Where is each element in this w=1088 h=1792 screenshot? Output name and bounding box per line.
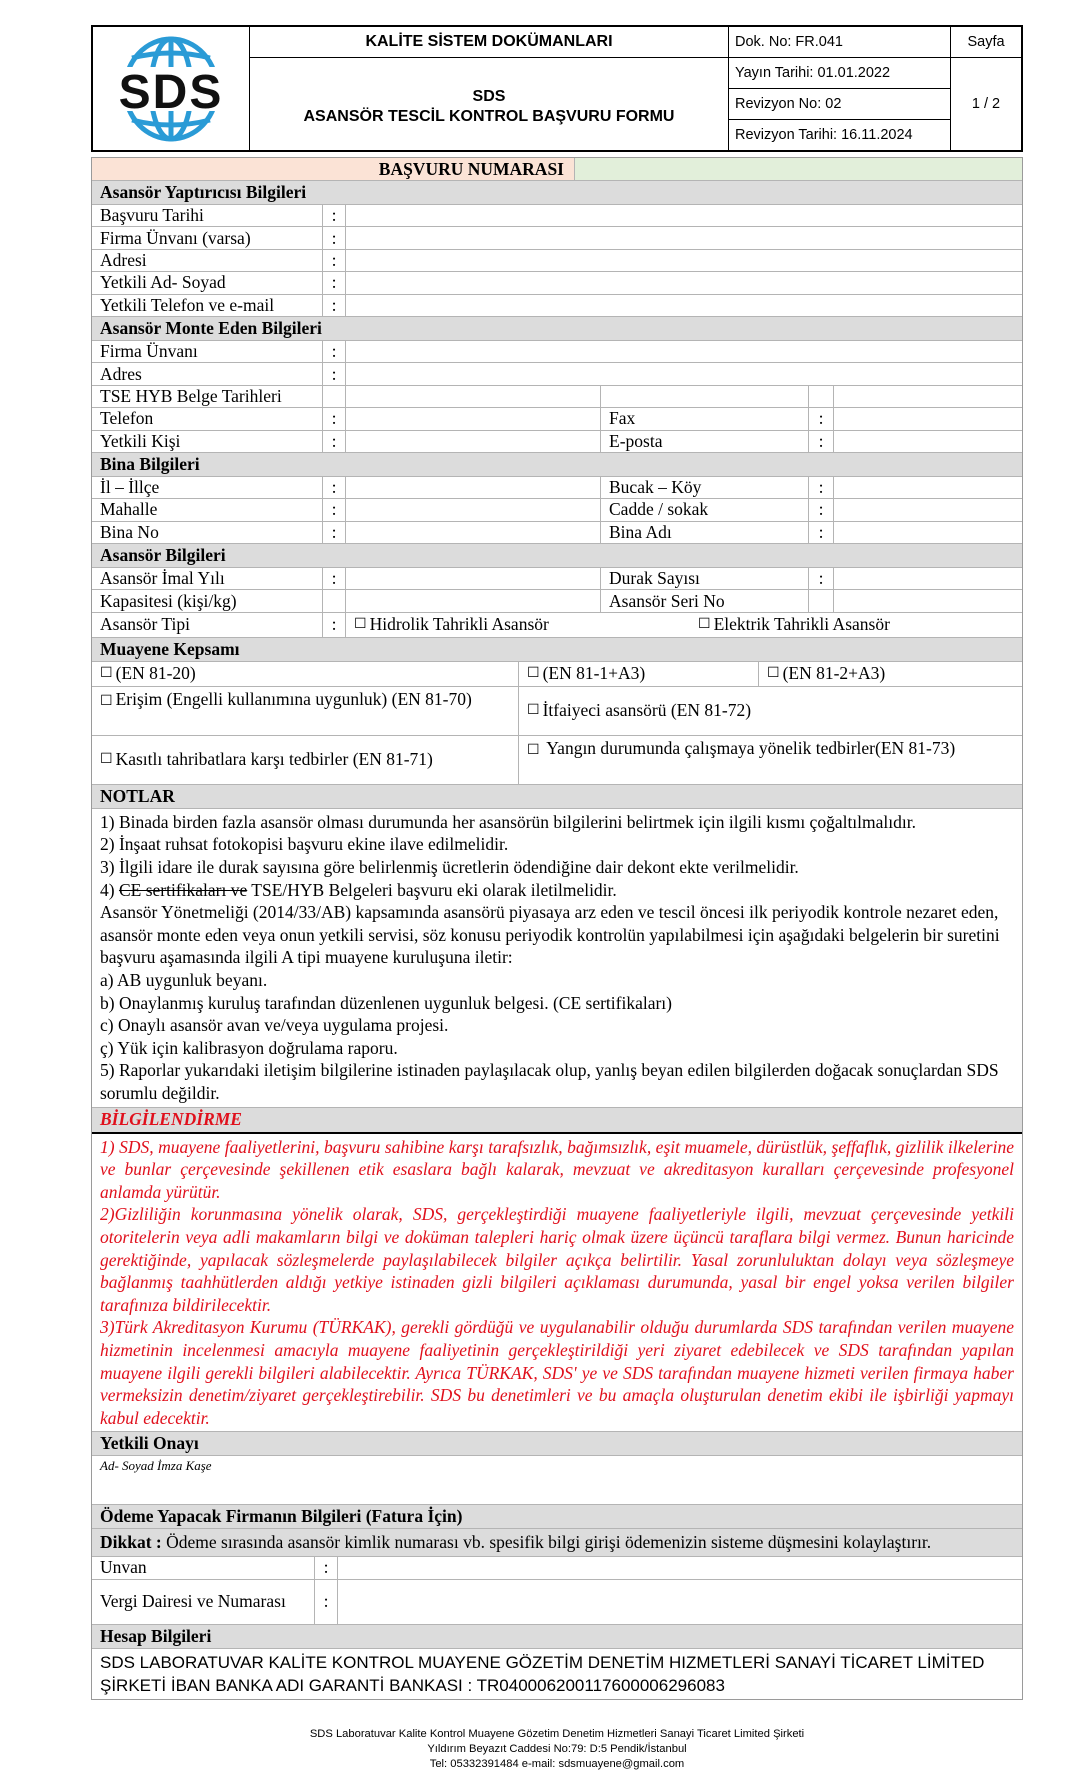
form-row	[92, 272, 1022, 294]
application-number-row	[92, 158, 1022, 181]
form-row	[92, 522, 1022, 544]
field-label: Yetkili Ad- Soyad	[92, 272, 323, 293]
field-label: Unvan	[92, 1557, 315, 1578]
scope-option[interactable]	[519, 687, 1022, 735]
form-row	[92, 590, 1022, 612]
sds-logo	[93, 27, 250, 150]
colon-empty	[323, 386, 346, 407]
note-prefix: 4)	[100, 879, 119, 900]
option-label: Yangın durumunda çalışmaya yönelik tedbirler(EN 81-73)	[542, 737, 956, 758]
note-item: 1) Binada birden fazla asansör olması durumunda her asansörün bilgilerini belirtmek için ilgili kısmı çoğaltılmalıdır.	[100, 811, 916, 832]
info-block	[92, 1132, 1022, 1433]
neighborhood-field[interactable]	[346, 499, 601, 520]
footer-company: SDS Laboratuvar Kalite Kontrol Muayene Gözetim Denetim Hizmetleri Sanayi Ticaret Limited Şirketi	[309, 1728, 805, 1740]
scope-option[interactable]	[92, 736, 519, 784]
svg-text:SDS: SDS	[118, 65, 224, 119]
field-label: Asansör Tipi	[92, 613, 323, 637]
publish-date: Yayın Tarihi: 01.01.2022	[729, 58, 951, 89]
village-field[interactable]	[834, 477, 1022, 498]
field-label: Adresi	[92, 250, 323, 271]
elevator-type-options	[346, 613, 1022, 637]
street-field[interactable]	[834, 499, 1022, 520]
field-label: Vergi Dairesi ve Numarası	[92, 1580, 315, 1624]
form-row	[92, 613, 1022, 638]
tse-date-field-1[interactable]	[346, 386, 601, 407]
field-label: Asansör Seri No	[601, 590, 809, 611]
footer-contact: Tel: 05332391484 e-mail: sdsmuayene@gmail.com	[429, 1758, 685, 1770]
installer-email-field[interactable]	[834, 431, 1022, 452]
option-label: (EN 81-20)	[115, 663, 196, 684]
installer-address-field[interactable]	[346, 363, 1022, 384]
field-label: Başvuru Tarihi	[92, 205, 323, 226]
tse-date-field-3[interactable]	[834, 386, 1022, 407]
option-label: Kasıtlı tahribatlara karşı tedbirler (EN 81-71)	[115, 749, 433, 770]
page-footer	[91, 1727, 1023, 1772]
section-notes: NOTLAR	[92, 785, 1022, 809]
scope-option[interactable]	[519, 736, 1022, 784]
field-label: Cadde / sokak	[601, 499, 809, 520]
application-number-label: BAŞVURU NUMARASI	[92, 158, 575, 180]
colon: :	[323, 522, 346, 543]
application-number-field[interactable]	[575, 158, 1022, 180]
checkbox-icon[interactable]: ☐	[100, 751, 113, 768]
colon: :	[323, 295, 346, 316]
building-no-field[interactable]	[346, 522, 601, 543]
option-label: (EN 81-2+A3)	[782, 663, 886, 684]
field-label: Asansör İmal Yılı	[92, 568, 323, 589]
owner-phone-email-field[interactable]	[346, 295, 1022, 316]
section-elevator: Asansör Bilgileri	[92, 544, 1022, 568]
notes-block	[92, 809, 1022, 1108]
option-label: Hidrolik Tahrikli Asansör	[369, 614, 549, 635]
colon: :	[323, 363, 346, 384]
struck-text: CE sertifikaları ve	[118, 879, 248, 900]
owner-company-field[interactable]	[346, 227, 1022, 248]
section-building: Bina Bilgileri	[92, 453, 1022, 477]
field-label: Adres	[92, 363, 323, 384]
form-row	[92, 408, 1022, 430]
scope-option[interactable]	[759, 662, 1022, 686]
tse-date-field-2[interactable]	[601, 386, 809, 407]
info-paragraph: 3)Türk Akreditasyon Kurumu (TÜRKAK), gerekli gördüğü ve uygulanabilir olduğu durumlarda SDS tarafından verilen muayene hizmetinin incelenmesi amacıyla muayene faaliyetinin gerçekleştirildiği yeri ziyaret edebilecek ve SDS tarafından yapılan muayene ilgili gerekli bilgileri alabilecektir. Ayrıca TÜRKAK, SDS' ye ve SDS tarafından muayene hizmeti verilen firmaya haber vermeksizin denetim/ziyaret gerçekleştirebilir. SDS bu denetimleri ve bu amaçla oluşturulan denetim ekibi ile işbirliği yapmayı kabul edecektir.	[100, 1317, 1014, 1428]
info-paragraph: 1) SDS, muayene faaliyetlerini, başvuru sahibine karşı tarafsızlık, bağımsızlık, eşit muamele, dürüstlük, şeffaflık, gizlilik ilkelerine ve bunlar çerçevesinde şekillenen etik esaslara bağlı kalarak, mevzuat ve akreditasyon kuralları çerçevesinde profesyonel anlamda yürütür.	[100, 1136, 1014, 1202]
note-item: a) AB uygunluk beyanı.	[100, 970, 268, 991]
regulation-text: Asansör Yönetmeliği (2014/33/AB) kapsamında asansörü piyasaya arz eden ve tescil öncesi ilk periyodik kontrole nezaret eden, asansör monte eden veya onun yetkili servisi, söz konusu periyodik kontrolün yapılabilmesi için aşağıdaki belgelerin bir suretini başvuru aşamasında ilgili A tipi muayene kuruluşuna iletir:	[100, 902, 1000, 968]
form-row	[92, 227, 1022, 249]
checkbox-icon[interactable]: ☐	[527, 702, 540, 719]
account-info: SDS LABORATUVAR KALİTE KONTROL MUAYENE GÖZETİM DENETİM HIZMETLERİ SANAYİ TİCARET LİMİTED ŞİRKETİ İBAN BANKA ADI GARANTİ BANKASI : TR040006200117600006296083	[100, 1652, 985, 1695]
colon: :	[323, 250, 346, 271]
scope-option[interactable]	[92, 662, 519, 686]
section-info: BİLGİLENDİRME	[92, 1108, 1022, 1132]
form-row	[92, 687, 1022, 736]
field-label: Yetkili Kişi	[92, 431, 323, 452]
application-date-field[interactable]	[346, 205, 1022, 226]
payer-title-field[interactable]	[338, 1557, 1022, 1578]
colon-empty	[809, 590, 834, 611]
form-row	[92, 568, 1022, 590]
tax-office-field[interactable]	[338, 1580, 1022, 1624]
scope-option[interactable]	[519, 662, 759, 686]
section-owner: Asansör Yaptırıcısı Bilgileri	[92, 181, 1022, 205]
owner-address-field[interactable]	[346, 250, 1022, 271]
option-hydraulic[interactable]	[354, 614, 698, 635]
installer-phone-field[interactable]	[346, 408, 601, 429]
note-item: 2) İnşaat ruhsat fotokopisi başvuru ekine ilave edilmelidir.	[100, 834, 509, 855]
page-number: 1 / 2	[971, 96, 1001, 112]
checkbox-icon[interactable]: ☐	[527, 741, 540, 758]
form-row	[92, 1557, 1022, 1579]
colon: :	[323, 341, 346, 362]
doc-no: Dok. No: FR.041	[729, 27, 951, 58]
colon: :	[323, 499, 346, 520]
field-label: İl – İllçe	[92, 477, 323, 498]
field-label: Firma Ünvanı	[92, 341, 323, 362]
note-item: b) Onaylanmış kuruluş tarafından düzenlenen uygunluk belgesi. (CE sertifikaları)	[100, 992, 672, 1013]
section-installer: Asansör Monte Eden Bilgileri	[92, 317, 1022, 341]
colon-empty	[809, 386, 834, 407]
colon: :	[809, 408, 834, 429]
field-label: Yetkili Telefon ve e-mail	[92, 295, 323, 316]
owner-contact-name-field[interactable]	[346, 272, 1022, 293]
globe-logo-icon	[102, 34, 240, 144]
scope-option[interactable]	[92, 687, 519, 735]
option-electric[interactable]	[698, 614, 890, 635]
document-header	[91, 25, 1023, 152]
form-row	[92, 499, 1022, 521]
colon: :	[315, 1557, 338, 1578]
field-label: Kapasitesi (kişi/kg)	[92, 590, 323, 611]
notice-label: Dikkat :	[100, 1532, 162, 1553]
info-paragraph: 2)Gizliliğin korunmasına yönelik olarak, SDS, gerçekleştirdiği muayene faaliyetleriyle ilgili, mevzuat çerçevesinde yetkili otoritelerin veya adli makamların bilgi ve doküman talepleri hariç olmak üzere üçüncü taraflara bilgi vermez. Bunun haricinde gerektiğinde, yapılacak sözleşmelerde paylaşılabilecek bilgiler açıkça belirtilir. Yasal zorunluluktan dolayı veya sözleşmeye bağlanmış taahhütlerden aldığı yetkiye istinaden gizli bilgileri açıklaması durumunda, yasal bir engel yoksa verilen bilgiler tarafınıza bildirilecektir.	[100, 1204, 1014, 1315]
colon: :	[809, 499, 834, 520]
form-row	[92, 205, 1022, 227]
signature-hint: Ad- Soyad İmza Kaşe	[100, 1458, 212, 1474]
colon: :	[323, 205, 346, 226]
checkbox-icon[interactable]: ☐	[100, 665, 113, 682]
installer-contact-field[interactable]	[346, 431, 601, 452]
colon: :	[323, 568, 346, 589]
colon: :	[323, 408, 346, 429]
note-item: 3) İlgili idare ile durak sayısına göre belirlenmiş ücretlerin ödendiğine dair dekont ekte verilmelidir.	[100, 857, 799, 878]
form-row	[92, 363, 1022, 385]
field-label: Bina No	[92, 522, 323, 543]
notice-text: Ödeme sırasında asansör kimlik numarası vb. spesifik bilgi girişi ödemenizin sisteme düşmesini kolaylaştırır.	[161, 1532, 932, 1553]
serial-no-field[interactable]	[834, 590, 1022, 611]
note-item: ç) Yük için kalibrasyon doğrulama raporu.	[100, 1037, 398, 1058]
field-label: Bucak – Köy	[601, 477, 809, 498]
form-title-line2: ASANSÖR TESCİL KONTROL BAŞVURU FORMU	[303, 108, 675, 125]
province-field[interactable]	[346, 477, 601, 498]
field-label: Bina Adı	[601, 522, 809, 543]
section-approval: Yetkili Onayı	[92, 1432, 1022, 1456]
footer-address: Yıldırım Beyazıt Caddesi No:79: D:5 Pendik/İstanbul	[427, 1743, 687, 1755]
page-label: Sayfa	[951, 27, 1021, 58]
form-row	[92, 431, 1022, 453]
revision-date: Revizyon Tarihi: 16.11.2024	[729, 120, 951, 150]
note-text: TSE/HYB Belgeleri başvuru eki olarak iletilmelidir.	[247, 879, 617, 900]
revision-no: Revizyon No: 02	[729, 89, 951, 120]
colon: :	[809, 568, 834, 589]
checkbox-icon[interactable]: ☐	[767, 665, 780, 682]
colon: :	[323, 272, 346, 293]
colon: :	[323, 431, 346, 452]
form-row	[92, 736, 1022, 785]
field-label: TSE HYB Belge Tarihleri	[92, 386, 323, 407]
note-item: c) Onaylı asansör avan ve/veya uygulama projesi.	[100, 1015, 449, 1036]
application-form	[91, 157, 1023, 1700]
checkbox-icon[interactable]: ☐	[527, 665, 540, 682]
payer-notice	[92, 1529, 1022, 1557]
colon: :	[323, 477, 346, 498]
signature-field[interactable]	[92, 1456, 1022, 1505]
note-item: 5) Raporlar yukarıdaki iletişim bilgilerine istinaden paylaşılacak olup, yanlış beyan edilen bilgilerden doğacak sonuçlardan SDS sorumlu değildir.	[100, 1060, 999, 1103]
colon: :	[323, 613, 346, 637]
colon: :	[809, 522, 834, 543]
building-name-field[interactable]	[834, 522, 1022, 543]
field-label: Fax	[601, 408, 809, 429]
colon: :	[315, 1580, 338, 1624]
form-row	[92, 341, 1022, 363]
checkbox-icon[interactable]: ☐	[698, 616, 711, 633]
option-label: Erişim (Engelli kullanımına uygunluk) (EN 81-70)	[115, 688, 472, 709]
colon-empty	[323, 590, 346, 611]
section-scope: Muayene Kepsamı	[92, 638, 1022, 662]
form-row	[92, 662, 1022, 687]
field-label: Telefon	[92, 408, 323, 429]
note-item	[100, 879, 1014, 902]
option-label: (EN 81-1+A3)	[542, 663, 646, 684]
system-title: KALİTE SİSTEM DOKÜMANLARI	[250, 27, 729, 58]
field-label: E-posta	[601, 431, 809, 452]
checkbox-icon[interactable]: ☐	[354, 616, 367, 633]
stop-count-field[interactable]	[834, 568, 1022, 589]
field-label: Firma Ünvanı (varsa)	[92, 227, 323, 248]
checkbox-icon[interactable]: ☐	[100, 692, 113, 709]
section-account: Hesap Bilgileri	[92, 1625, 1022, 1649]
section-payer: Ödeme Yapacak Firmanın Bilgileri (Fatura İçin)	[92, 1505, 1022, 1529]
capacity-field[interactable]	[346, 590, 601, 611]
form-row	[92, 295, 1022, 317]
form-title	[250, 58, 729, 150]
colon: :	[323, 227, 346, 248]
form-title-line1: SDS	[472, 88, 506, 105]
installer-fax-field[interactable]	[834, 408, 1022, 429]
option-label: Elektrik Tahrikli Asansör	[713, 614, 890, 635]
option-label: İtfaiyeci asansörü (EN 81-72)	[542, 700, 752, 721]
form-row	[92, 386, 1022, 408]
installer-company-field[interactable]	[346, 341, 1022, 362]
form-row	[92, 250, 1022, 272]
field-label: Durak Sayısı	[601, 568, 809, 589]
manufacture-year-field[interactable]	[346, 568, 601, 589]
form-row	[92, 1580, 1022, 1625]
field-label: Mahalle	[92, 499, 323, 520]
form-row	[92, 477, 1022, 499]
colon: :	[809, 477, 834, 498]
colon: :	[809, 431, 834, 452]
